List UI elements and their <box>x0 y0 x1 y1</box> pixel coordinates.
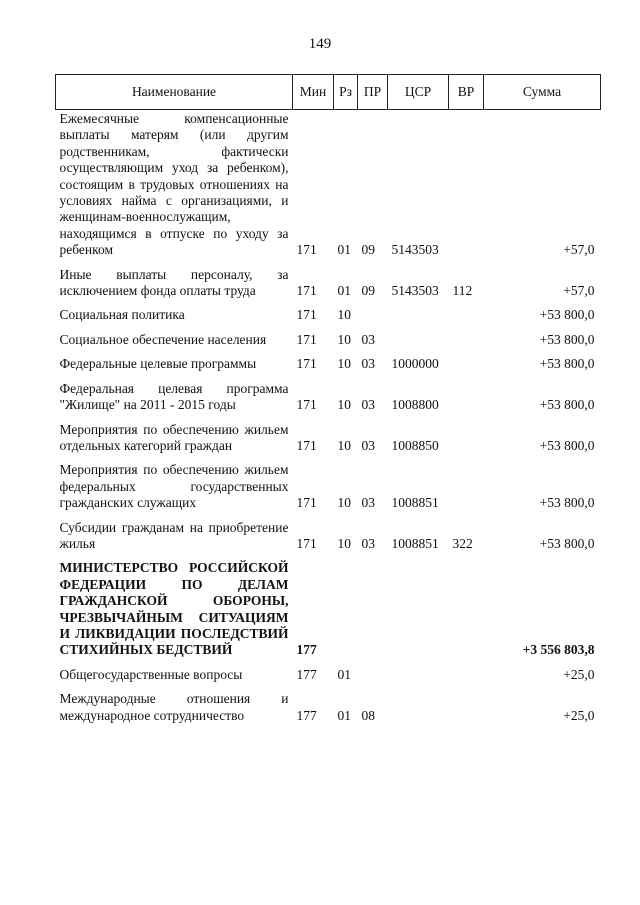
row-name: Мероприятия по обеспечению жильем федеральных государственных гражданских служащих <box>59 462 289 511</box>
row-rz: 10 <box>337 307 351 323</box>
table-row <box>56 110 601 259</box>
row-csr: 1000000 <box>391 356 439 372</box>
row-rz: 10 <box>337 397 351 413</box>
row-name: Социальное обеспечение населения <box>59 331 267 347</box>
row-name: Социальная политика <box>59 307 185 323</box>
header-sum: Сумма <box>484 75 601 110</box>
page-number: 149 <box>308 36 332 52</box>
row-vr <box>449 324 484 348</box>
row-sum: +57,0 <box>563 283 595 299</box>
row-csr <box>388 299 449 323</box>
row-name: Федеральная целевая программа "Жилище" на 2011 - 2015 годы <box>59 380 289 413</box>
row-min: 177 <box>296 642 317 658</box>
table-row <box>56 454 601 511</box>
row-pr: 03 <box>361 356 375 372</box>
row-vr <box>449 299 484 323</box>
row-pr <box>358 552 388 658</box>
row-rz: 10 <box>337 535 351 551</box>
row-rz: 10 <box>337 495 351 511</box>
row-sum: +53 800,0 <box>539 307 595 323</box>
row-rz <box>334 552 358 658</box>
row-name: Субсидии гражданам на приобретение жилья <box>59 519 289 551</box>
row-pr: 03 <box>361 331 375 347</box>
row-csr: 1008851 <box>391 535 439 551</box>
row-vr <box>449 659 484 683</box>
row-name: МИНИСТЕРСТВО РОССИЙСКОЙ ФЕДЕРАЦИИ ПО ДЕЛАМ ГРАЖДАНСКОЙ ОБОРОНЫ, ЧРЕЗВЫЧАЙНЫМ СИТУАЦИЯМ И ЛИКВИДАЦИИ ПОСЛЕДСТВИЙ СТИХИЙНЫХ БЕДСТВИЙ <box>59 560 289 658</box>
row-csr: 5143503 <box>391 283 439 299</box>
row-pr <box>358 299 388 323</box>
row-sum: +25,0 <box>563 666 595 682</box>
row-min: 171 <box>296 283 317 299</box>
header-min: Мин <box>293 75 334 110</box>
row-vr <box>449 110 484 259</box>
row-name: Ежемесячные компенсационные выплаты матерям (или другим родственникам, фактически осуществляющим уход за ребенком), состоящим в трудовых отношениях на условиях найма с организациями, и женщинам-военнослужащим, находящимся в отпуске по уходу за ребенком <box>59 111 289 258</box>
table-row <box>56 683 601 724</box>
row-pr: 03 <box>361 495 375 511</box>
table-row <box>56 512 601 553</box>
table-row <box>56 299 601 323</box>
row-pr: 09 <box>361 283 375 299</box>
row-min: 171 <box>296 242 317 258</box>
row-min: 171 <box>296 331 317 347</box>
row-sum: +53 800,0 <box>539 331 595 347</box>
row-sum: +53 800,0 <box>539 356 595 372</box>
row-rz: 10 <box>337 331 351 347</box>
row-rz: 01 <box>337 283 351 299</box>
row-min: 171 <box>296 495 317 511</box>
header-name: Наименование <box>56 75 293 110</box>
row-csr: 5143503 <box>391 242 439 258</box>
row-min: 171 <box>296 307 317 323</box>
row-csr: 1008851 <box>391 495 439 511</box>
row-vr <box>449 552 484 658</box>
header-rz: Рз <box>334 75 358 110</box>
row-sum: +25,0 <box>563 707 595 723</box>
row-sum: +53 800,0 <box>539 397 595 413</box>
row-pr: 03 <box>361 437 375 453</box>
row-csr <box>388 552 449 658</box>
row-sum: +53 800,0 <box>539 495 595 511</box>
row-vr <box>449 348 484 372</box>
row-min: 171 <box>296 356 317 372</box>
row-min: 171 <box>296 437 317 453</box>
row-vr <box>449 373 484 414</box>
budget-table <box>55 74 601 724</box>
header-pr: ПР <box>358 75 388 110</box>
header-vr: ВР <box>449 75 484 110</box>
header-csr: ЦСР <box>388 75 449 110</box>
row-pr: 03 <box>361 397 375 413</box>
row-min: 171 <box>296 535 317 551</box>
table-row <box>56 373 601 414</box>
table-row <box>56 414 601 455</box>
row-pr <box>358 659 388 683</box>
table-row <box>56 552 601 658</box>
row-min: 177 <box>296 666 317 682</box>
table-row <box>56 324 601 348</box>
row-rz: 01 <box>337 707 351 723</box>
row-pr: 08 <box>361 707 375 723</box>
row-vr: 322 <box>452 535 473 551</box>
row-rz: 01 <box>337 242 351 258</box>
row-vr: 112 <box>452 283 473 299</box>
row-sum: +3 556 803,8 <box>522 642 595 658</box>
row-sum: +53 800,0 <box>539 535 595 551</box>
row-name: Федеральные целевые программы <box>59 356 257 372</box>
row-name: Международные отношения и международное сотрудничество <box>59 691 289 723</box>
row-rz: 10 <box>337 437 351 453</box>
table-header <box>56 75 601 110</box>
row-vr <box>449 414 484 455</box>
row-csr <box>388 683 449 724</box>
row-vr <box>449 683 484 724</box>
row-min: 171 <box>296 397 317 413</box>
row-pr: 03 <box>361 535 375 551</box>
row-csr: 1008800 <box>391 397 439 413</box>
row-sum: +57,0 <box>563 242 595 258</box>
row-rz: 01 <box>337 666 351 682</box>
row-vr <box>449 454 484 511</box>
row-pr: 09 <box>361 242 375 258</box>
table-row <box>56 659 601 683</box>
row-name: Мероприятия по обеспечению жильем отдельных категорий граждан <box>59 421 289 453</box>
row-name: Иные выплаты персоналу, за исключением фонда оплаты труда <box>59 266 289 299</box>
row-min: 177 <box>296 707 317 723</box>
row-rz: 10 <box>337 356 351 372</box>
row-name: Общегосударственные вопросы <box>59 666 243 682</box>
row-csr: 1008850 <box>391 437 439 453</box>
table-row <box>56 348 601 372</box>
row-sum: +53 800,0 <box>539 437 595 453</box>
row-csr <box>388 659 449 683</box>
row-csr <box>388 324 449 348</box>
table-row <box>56 259 601 300</box>
